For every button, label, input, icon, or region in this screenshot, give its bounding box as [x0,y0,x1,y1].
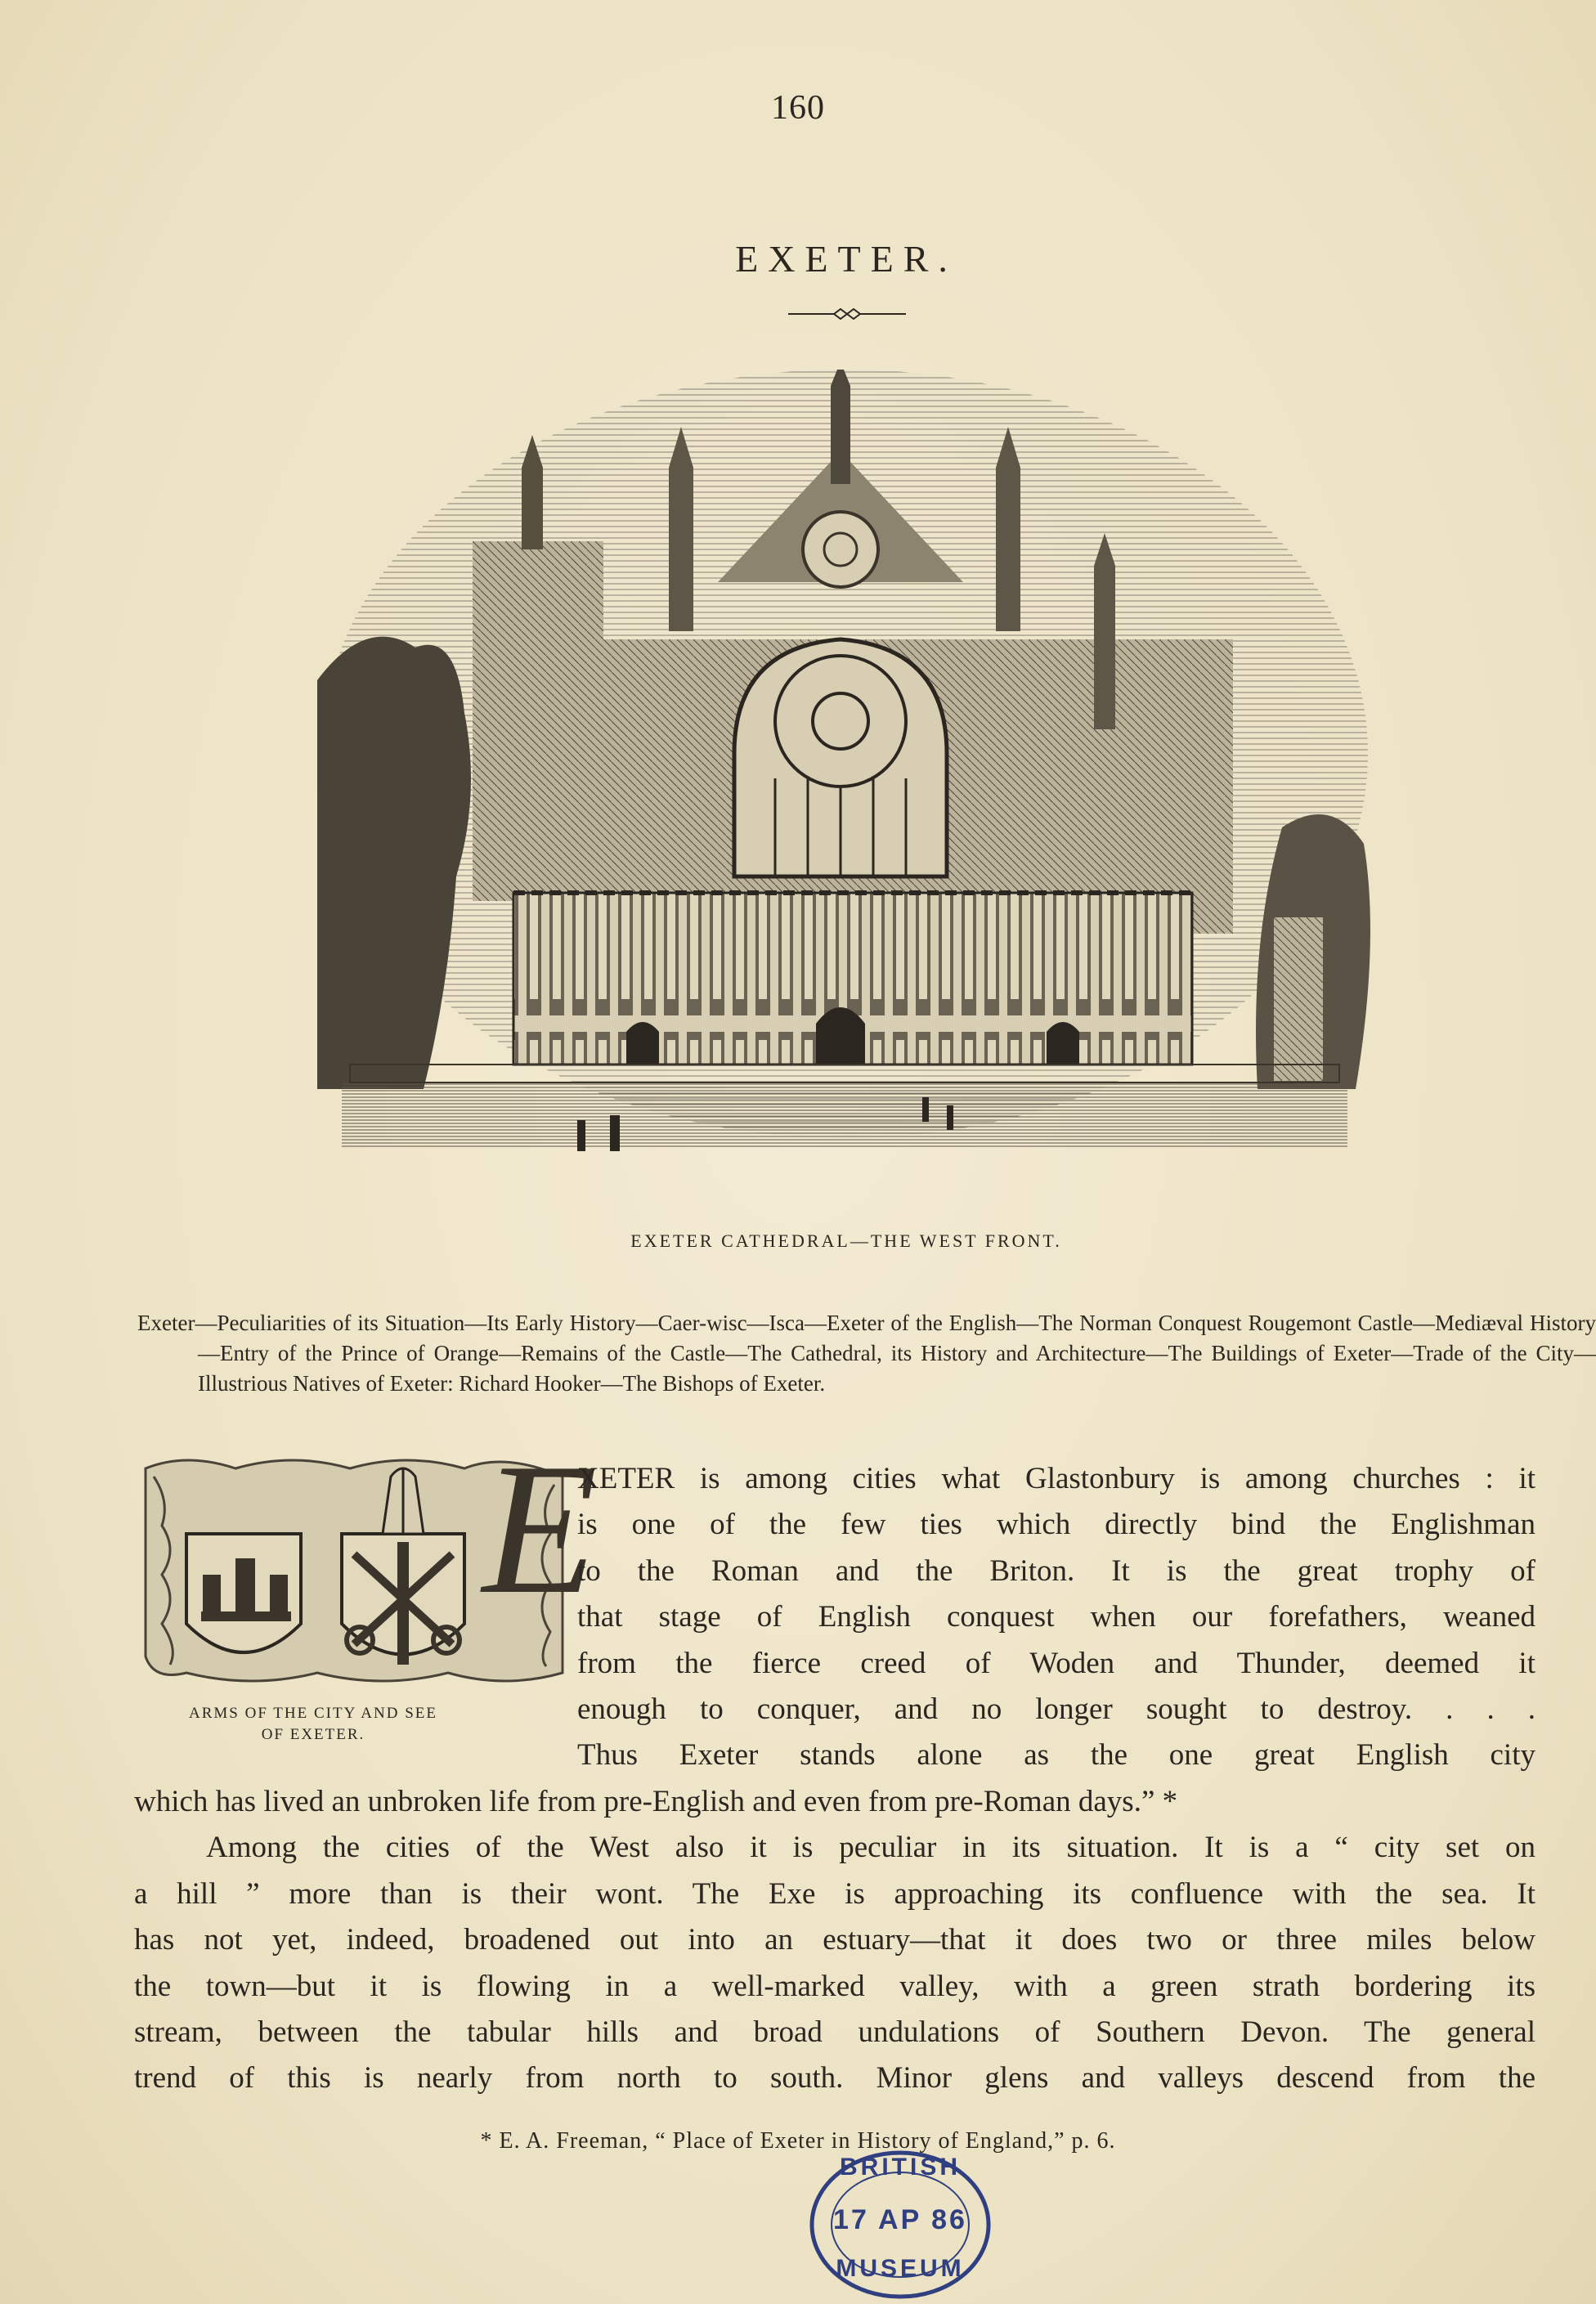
footnote: * E. A. Freeman, “ Place of Exeter in History of England,” p. 6. [480,2128,1116,2154]
text-line: the town—but it is flowing in a well-marked valley, with a green strath bordering its [134,1969,1535,2003]
text-line: Among the cities of the West also it is peculiar in its situation. It is a “ city set on [206,1831,1535,1865]
stamp-date: 17 AP 86 [833,2204,967,2235]
stamp-top-text: BRITISH [840,2154,961,2181]
text-line: to the Roman and the Briton. It is the great trophy of [577,1553,1535,1588]
chapter-title: EXETER. [735,238,957,280]
text-line: from the fierce creed of Woden and Thunder, deemed it [577,1646,1535,1680]
text-line: XETER is among cities what Glastonbury is among churches : it [577,1462,1535,1495]
text-line: has not yet, indeed, broadened out into an estuary—that it does two or three miles below [134,1923,1535,1957]
text-line: stream, between the tabular hills and broad undulations of Southern Devon. The general [134,2015,1535,2049]
chapter-synopsis: Exeter—Peculiarities of its Situation—Its Early History—Caer-wisc—Isca—Exeter of the English—The Norman Conquest Rougemont Castle—Mediæval History—Entry of the Prince of Orange—Remains of the Castle—The Cathedral, its History and Architecture—The Buildings of Exeter—Trade of the City—Illustrious Natives of Exeter: Richard Hooker—The Bishops of Exeter. [137,1311,1596,1396]
paragraph-1 [577,1456,1535,1779]
text-line: trend of this is nearly from north to south. Minor glens and valleys descend from the [134,2061,1535,2096]
title-ornament-rule [788,304,906,324]
text-line: enough to conquer, and no longer sought to destroy. . . . [577,1692,1535,1726]
decorative-initial-e: E [482,1424,598,1633]
text-line: which has lived an unbroken life from pre-English and even from pre-Roman days.” * [134,1785,1178,1818]
text-line: is one of the few ties which directly bind the Englishman [577,1508,1535,1542]
text-line: that stage of English conquest when our forefathers, weaned [577,1600,1535,1634]
arms-caption-line-2: OF EXETER. [261,1726,365,1743]
text-line: Thus Exeter stands alone as the one great English city [577,1738,1535,1773]
stamp-bottom-text: MUSEUM [836,2255,965,2282]
cathedral-engraving [317,370,1372,1212]
text-line: a hill ” more than is their wont. The Exe is approaching its confluence with the sea. It [134,1876,1535,1911]
illustration-caption: EXETER CATHEDRAL—THE WEST FRONT. [630,1230,1062,1251]
coat-of-arms-caption [137,1703,489,1746]
paragraph-2 [134,1779,1535,2102]
arms-caption-line-1: ARMS OF THE CITY AND SEE [189,1705,437,1722]
library-stamp [806,2147,994,2302]
page-number: 160 [771,89,825,127]
